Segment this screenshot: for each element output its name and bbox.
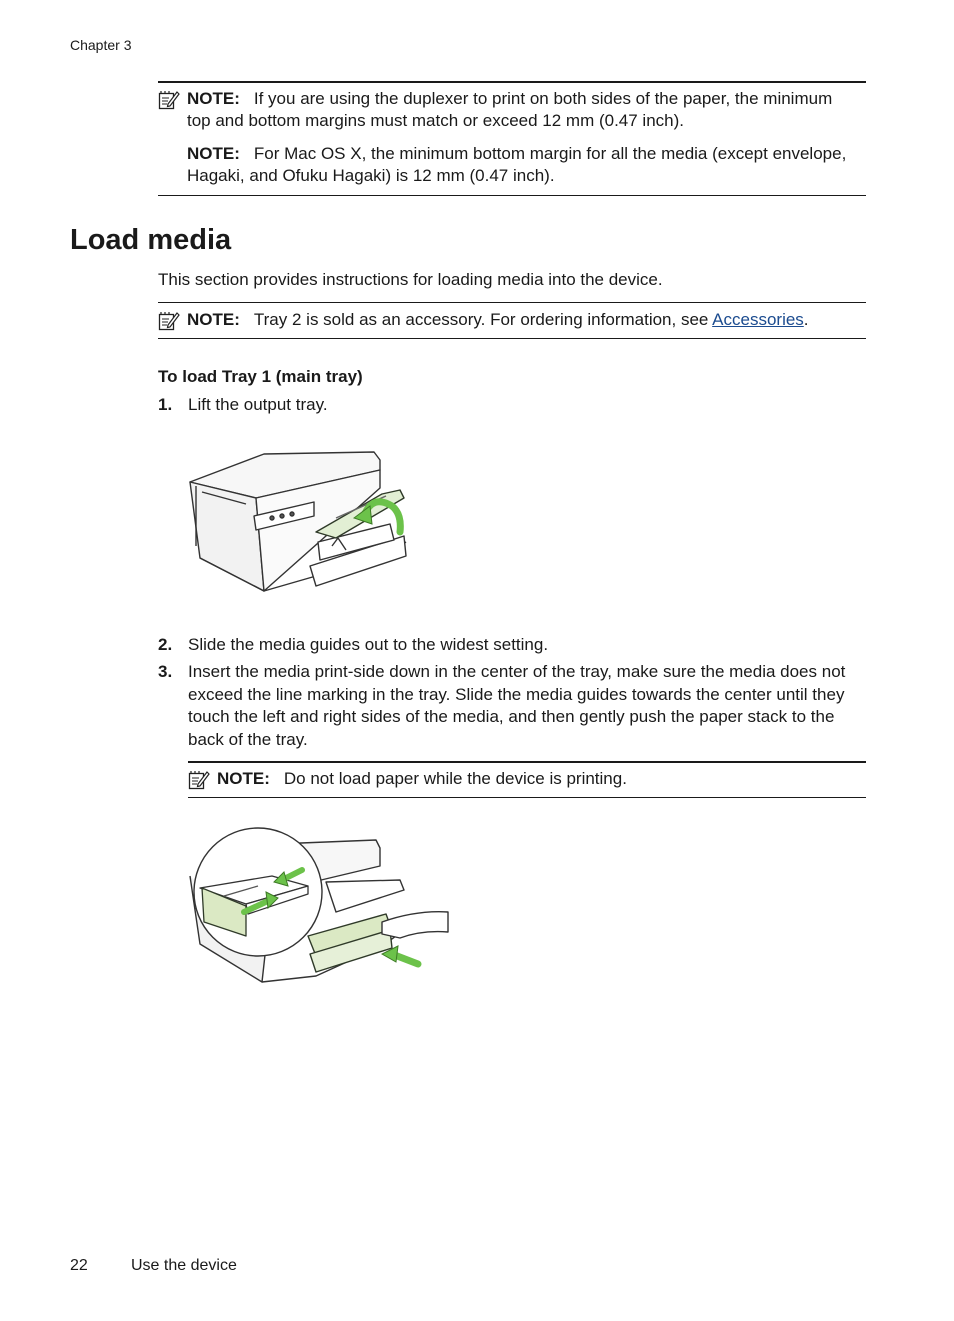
note-top-rule (158, 302, 866, 303)
step-number: 2. (158, 635, 173, 654)
step-number: 1. (158, 395, 173, 414)
note-do-not-load (217, 768, 857, 790)
section-intro: This section provides instructions for loading media into the device. (158, 270, 663, 289)
note-icon (188, 769, 210, 791)
section-title: Load media (70, 224, 232, 256)
note-label: NOTE: (187, 89, 240, 108)
note-mac-os (187, 143, 852, 187)
step-text: Slide the media guides out to the widest setting. (188, 635, 549, 654)
note-block-top-rule (158, 81, 866, 83)
accessories-link[interactable]: Accessories (712, 310, 804, 329)
note-body: If you are using the duplexer to print on both sides of the paper, the minimum top and bottom margins must match or exceed 12 mm (0.47 inch). (187, 89, 833, 130)
note-end: . (803, 310, 809, 329)
note-tray2 (187, 309, 866, 331)
procedure-heading: To load Tray 1 (main tray) (158, 367, 363, 386)
note-body: Tray 2 is sold as an accessory. For ordering information, see (253, 310, 713, 329)
printer-lift-output-tray-illustration (186, 446, 412, 598)
step-text: Insert the media print-side down in the center of the tray, make sure the media does not exceed the line marking in the tray. Slide the media guides towards the center until they touch the left and right sides of the media, and then gently push the paper stack to the back of the tray. (188, 662, 846, 749)
note-bottom-rule (188, 797, 866, 798)
page-number: 22 (70, 1257, 88, 1274)
note-label: NOTE: (187, 144, 240, 163)
step-number: 3. (158, 662, 173, 681)
step-text: Lift the output tray. (188, 395, 328, 414)
note-body: For Mac OS X, the minimum bottom margin for all the media (except envelope, Hagaki, and Ofuku Hagaki) is 12 mm (0.47 inch). (187, 144, 847, 185)
note-label: NOTE: (217, 769, 270, 788)
note-top-rule (188, 761, 866, 763)
note-duplexer (187, 88, 852, 132)
footer-section-name: Use the device (131, 1257, 237, 1274)
note-block-bottom-rule (158, 195, 866, 196)
chapter-header: Chapter 3 (70, 37, 132, 53)
note-label: NOTE: (187, 310, 240, 329)
printer-insert-media-illustration (186, 826, 452, 986)
note-bottom-rule (158, 338, 866, 339)
note-icon (158, 310, 180, 332)
note-body: Do not load paper while the device is printing. (283, 769, 627, 788)
note-icon (158, 89, 180, 111)
